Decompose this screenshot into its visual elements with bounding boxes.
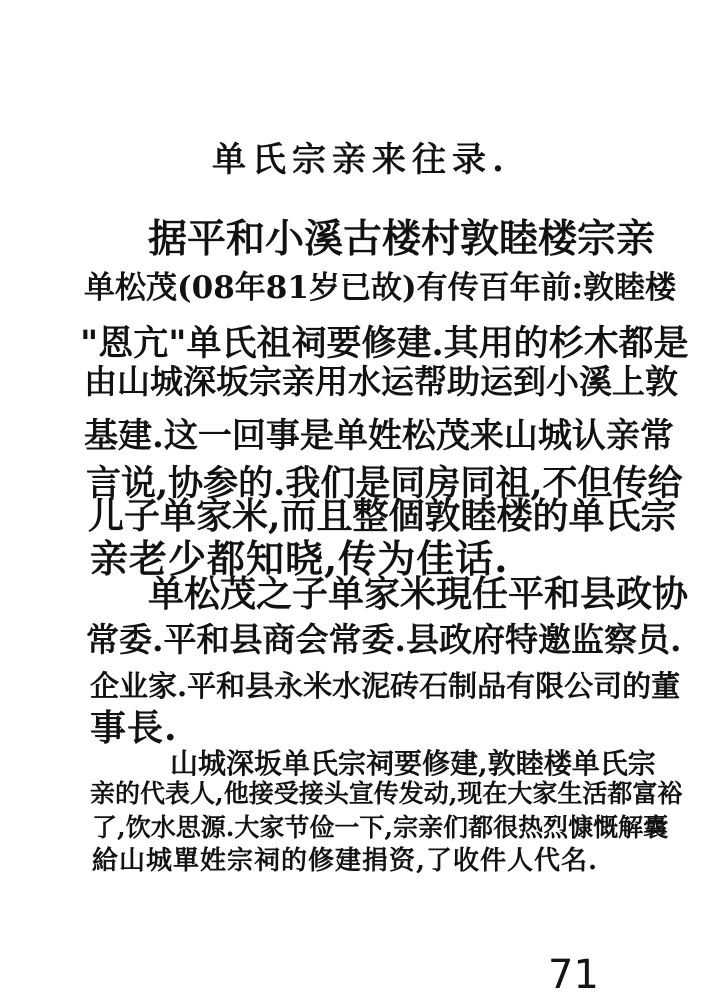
text-line-5: 基建.这一回事是单姓松茂来山城认亲常 bbox=[84, 416, 674, 456]
page-number: 71 bbox=[548, 952, 599, 998]
text-line-15: 了,饮水思源.大家节俭一下,宗亲们都很热烈慷慨解囊 bbox=[92, 813, 669, 842]
text-line-9: 单松茂之子单家米現任平和县政协 bbox=[148, 573, 689, 615]
text-line-6: 言说,协参的.我们是同房同祖,不但传给 bbox=[86, 463, 683, 504]
text-line-2: 单松茂(08年81岁已故)有传百年前:敦睦楼 bbox=[84, 270, 677, 306]
text-line-1: 据平和小溪古楼村敦睦楼宗亲 bbox=[148, 216, 656, 262]
text-line-10: 常委.平和县商会常委.县政府特邀监察员. bbox=[86, 620, 682, 659]
document-title: 单氏宗亲来往录. bbox=[212, 140, 510, 180]
text-line-7: 儿子单家米,而且整個敦睦楼的单氏宗 bbox=[88, 495, 677, 537]
text-line-14: 亲的代表人,他接受接头宣传发动,现在大家生活都富裕 bbox=[90, 779, 683, 808]
text-line-12: 事長. bbox=[90, 707, 178, 749]
text-line-13: 山城深坂单氏宗祠要修建,敦睦楼单氏宗 bbox=[170, 747, 656, 780]
text-line-11: 企业家.平和县永米水泥砖石制品有限公司的董 bbox=[90, 669, 681, 703]
text-line-8: 亲老少都知晓,传为佳话. bbox=[90, 536, 509, 581]
text-line-3: "恩亢"单氏祖祠要修建.其用的杉木都是 bbox=[80, 323, 689, 364]
text-line-4: 由山城深坂宗亲用水运帮助运到小溪上敦 bbox=[84, 362, 678, 401]
text-line-16: 給山城單姓宗祠的修建捐资,了收件人代名. bbox=[92, 846, 599, 876]
